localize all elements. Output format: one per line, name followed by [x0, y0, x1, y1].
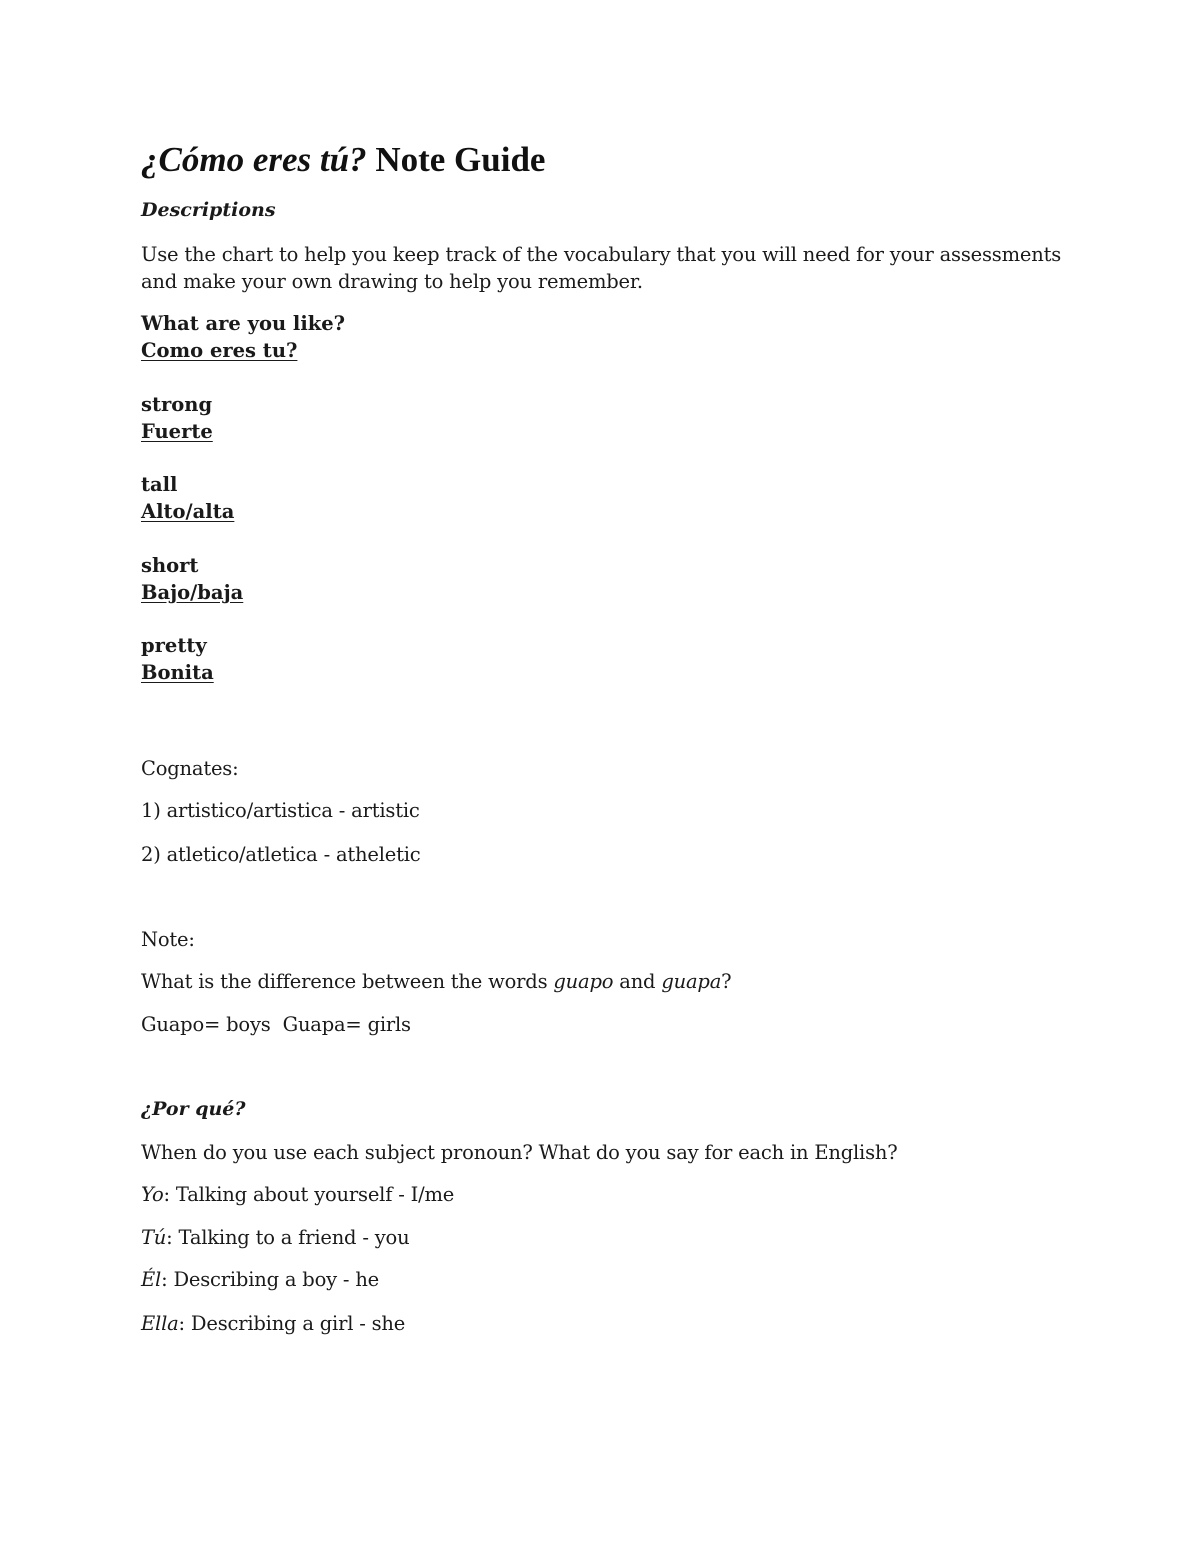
descriptions-intro-line1: Use the chart to help you keep track of the vocabulary that you will need for your assessments	[141, 243, 1062, 266]
page-title	[141, 140, 545, 180]
vocab-spanish-3: Bajo/baja	[141, 581, 244, 604]
pronoun-line-yo	[141, 1183, 454, 1206]
note-label: Note:	[141, 928, 195, 951]
note-word-guapo: guapo	[553, 970, 614, 993]
vocab-spanish-4: Bonita	[141, 661, 214, 684]
note-question-start: What is the difference between the words	[141, 970, 554, 993]
title-italic: ¿Cómo eres tú?	[141, 140, 367, 179]
note-and: and	[613, 970, 662, 993]
pronoun-ella-text: : Describing a girl - she	[178, 1312, 406, 1335]
pronoun-el: Él	[141, 1268, 162, 1291]
descriptions-heading: Descriptions	[141, 199, 276, 221]
pronoun-yo: Yo	[141, 1183, 164, 1206]
pronoun-line-tu	[141, 1226, 409, 1249]
vocab-english-0: What are you like?	[141, 312, 346, 335]
pronoun-tu: Tú	[141, 1226, 167, 1249]
note-question	[141, 970, 731, 993]
vocab-english-4: pretty	[141, 634, 207, 657]
descriptions-intro-line2: and make your own drawing to help you remember.	[141, 270, 643, 293]
pronoun-el-text: : Describing a boy - he	[161, 1268, 380, 1291]
note-word-guapa: guapa	[661, 970, 722, 993]
pronoun-yo-text: : Talking about yourself - I/me	[163, 1183, 455, 1206]
note-question-end: ?	[721, 970, 732, 993]
vocab-english-2: tall	[141, 473, 178, 496]
pronoun-tu-text: : Talking to a friend - you	[166, 1226, 410, 1249]
vocab-english-1: strong	[141, 393, 213, 416]
por-que-question: When do you use each subject pronoun? What do you say for each in English?	[141, 1141, 898, 1164]
pronoun-ella: Ella	[141, 1312, 179, 1335]
vocab-spanish-2: Alto/alta	[141, 500, 235, 523]
title-rest: Note Guide	[366, 140, 546, 179]
cognate-item-2: 2) atletico/atletica - atheletic	[141, 843, 421, 866]
vocab-spanish-0: Como eres tu?	[141, 339, 298, 362]
cognates-label: Cognates:	[141, 757, 239, 780]
por-que-heading: ¿Por qué?	[141, 1098, 246, 1120]
vocab-spanish-1: Fuerte	[141, 420, 213, 443]
cognate-item-1: 1) artistico/artistica - artistic	[141, 799, 420, 822]
vocab-english-3: short	[141, 554, 199, 577]
pronoun-line-ella	[141, 1312, 405, 1335]
note-answer: Guapo= boys Guapa= girls	[141, 1013, 411, 1036]
pronoun-line-el	[141, 1268, 379, 1291]
